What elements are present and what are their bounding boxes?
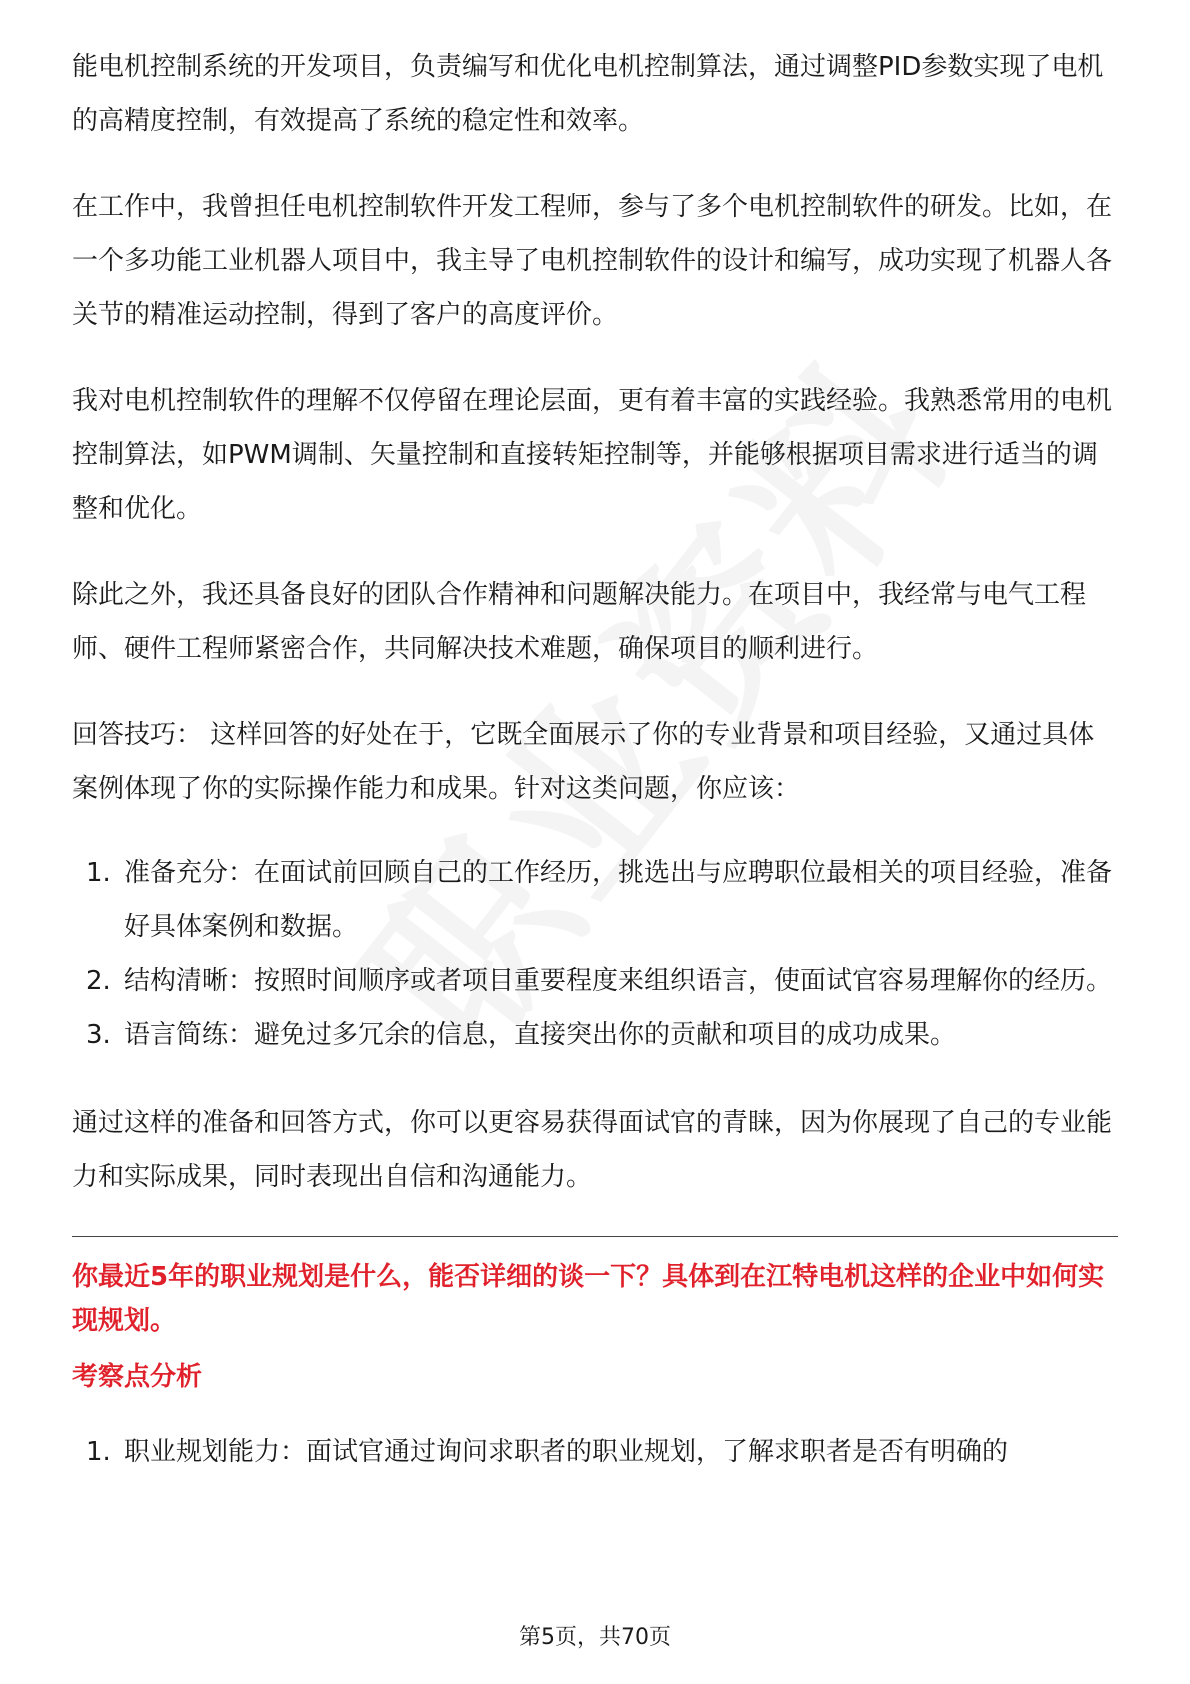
paragraph-teamwork: 除此之外，我还具备良好的团队合作精神和问题解决能力。在项目中，我经常与电气工程师、硬件工程师紧密合作，共同解决技术难题，确保项目的顺利进行。 — [72, 580, 1087, 664]
paragraph-experience: 在工作中，我曾担任电机控制软件开发工程师，参与了多个电机控制软件的研发。比如，在一个多功能工业机器人项目中，我主导了电机控制软件的设计和编写，成功实现了机器人各关节的精准运动控制，得到了客户的高度评价。 — [72, 192, 1113, 330]
page-number: 第5页，共70页 — [519, 1625, 671, 1650]
list-item-text: 语言简练：避免过多冗余的信息，直接突出你的贡献和项目的成功成果。 — [124, 1020, 957, 1050]
interview-question: 你最近5年的职业规划是什么，能否详细的谈一下？具体到在江特电机这样的企业中如何实现规划。 — [72, 1262, 1105, 1336]
list-item — [72, 1008, 1118, 1062]
section-divider — [72, 1236, 1118, 1237]
paragraph-answer-tips: 回答技巧： 这样回答的好处在于，它既全面展示了你的专业背景和项目经验，又通过具体案例体现了你的实际操作能力和成果。针对这类问题，你应该： — [72, 720, 1095, 804]
paragraph-closing: 通过这样的准备和回答方式，你可以更容易获得面试官的青睐，因为你展现了自己的专业能力和实际成果，同时表现出自信和沟通能力。 — [72, 1108, 1113, 1192]
section-heading: 考察点分析 — [72, 1362, 203, 1392]
list-item — [72, 846, 1118, 954]
paragraph-project: 能电机控制系统的开发项目，负责编写和优化电机控制算法，通过调整PID参数实现了电机的高精度控制，有效提高了系统的稳定性和效率。 — [72, 52, 1104, 136]
list-item-text: 职业规划能力：面试官通过询问求职者的职业规划，了解求职者是否有明确的 — [124, 1437, 1009, 1467]
paragraph-understanding: 我对电机控制软件的理解不仅停留在理论层面，更有着丰富的实践经验。我熟悉常用的电机控制算法，如PWM调制、矢量控制和直接转矩控制等，并能够根据项目需求进行适当的调整和优化。 — [72, 386, 1113, 524]
list-number: 3. — [86, 1020, 111, 1050]
list-number: 1. — [86, 858, 111, 888]
list-item — [72, 1425, 1118, 1479]
document-page — [72, 40, 1118, 1513]
list-number: 1. — [86, 1437, 111, 1467]
analysis-list — [72, 1425, 1118, 1479]
list-item-text: 结构清晰：按照时间顺序或者项目重要程度来组织语言，使面试官容易理解你的经历。 — [124, 966, 1113, 996]
list-number: 2. — [86, 966, 111, 996]
list-item-text: 准备充分：在面试前回顾自己的工作经历，挑选出与应聘职位最相关的项目经验，准备好具体案例和数据。 — [124, 858, 1113, 942]
tips-list — [72, 846, 1118, 1062]
list-item — [72, 954, 1118, 1008]
